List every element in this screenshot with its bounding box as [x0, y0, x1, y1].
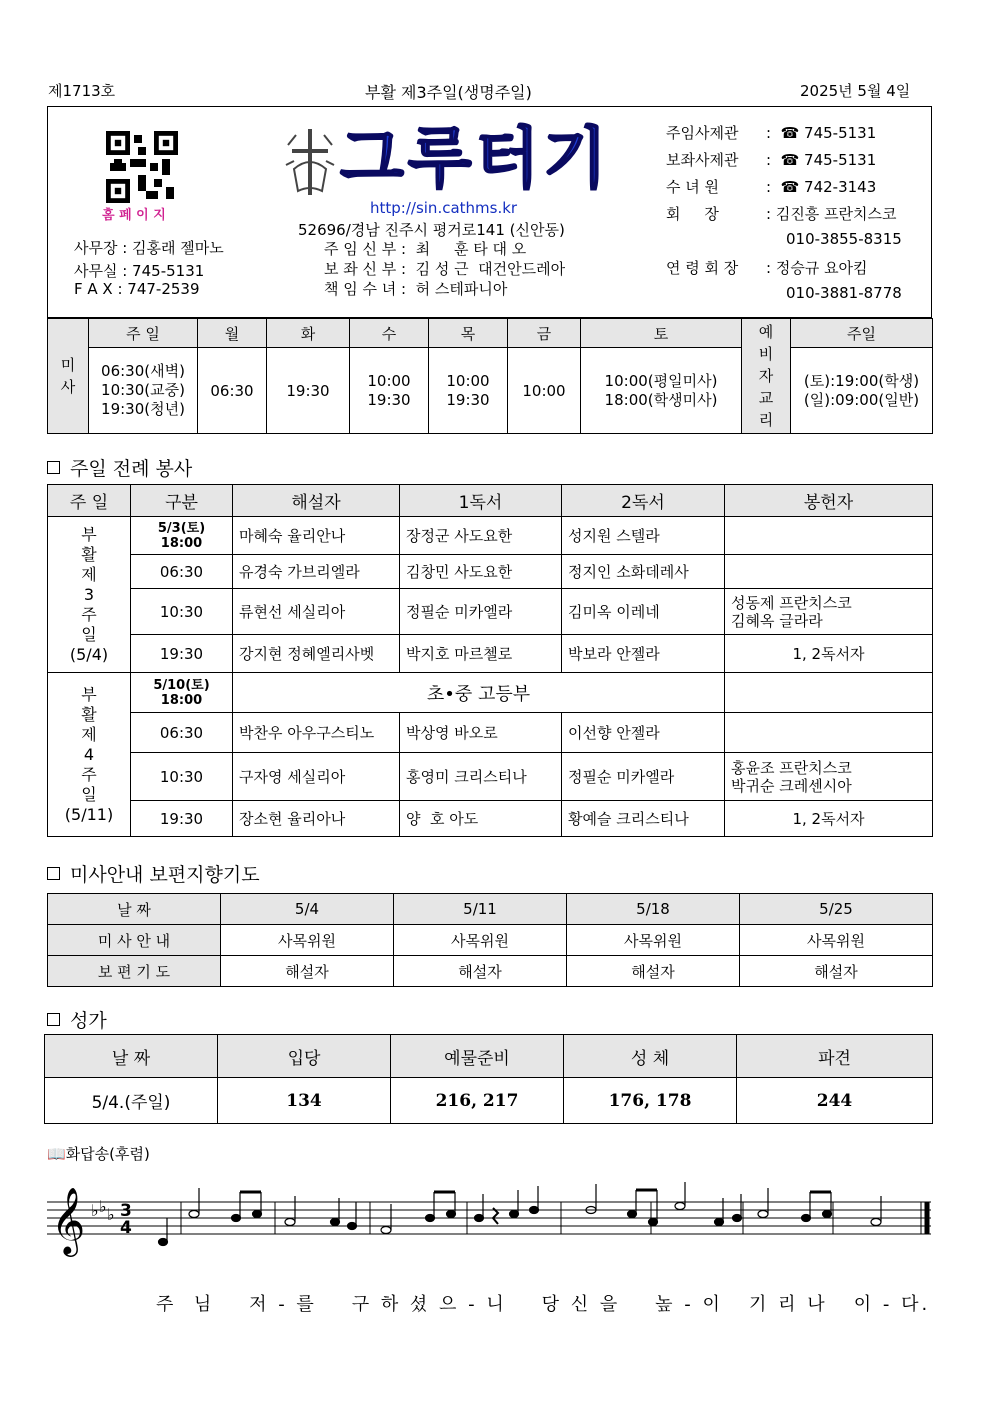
- cell: 사목위원: [394, 925, 567, 956]
- checkbox-icon: [47, 867, 60, 880]
- reader-1: 정필순 미카엘라: [400, 589, 562, 635]
- week-label: 부 활 제 3 주 일 (5/4): [48, 517, 131, 673]
- time-cell: 06:30: [131, 555, 233, 589]
- liturgy-table: [47, 484, 933, 837]
- commentator: 장소현 율리아나: [233, 801, 400, 837]
- stump-cross-logo-icon: [282, 125, 338, 197]
- col-header: 5/25: [740, 894, 933, 925]
- youth-mass-cell: 초•중 고등부: [233, 673, 725, 713]
- saturday-times: 10:00(평일미사) 18:00(학생미사): [581, 348, 742, 434]
- commentator: 류현선 세실리아: [233, 589, 400, 635]
- psalm-title: 📖화답송(후렴): [47, 1145, 150, 1163]
- newsletter-title: 그루터기: [340, 120, 612, 197]
- reader-1: 홍영미 크리스티나: [400, 753, 562, 801]
- cell: 사목위원: [221, 925, 394, 956]
- mass-schedule-table: [47, 318, 933, 434]
- sheet-music: [47, 1180, 937, 1280]
- row-label: 보 편 기 도: [48, 956, 221, 987]
- issue-number: 제1713호: [48, 82, 116, 100]
- contact-row: 보좌사제관 : ☎ 745-5131: [666, 151, 877, 169]
- cell: 216, 217: [391, 1078, 564, 1124]
- col-header: 파견: [737, 1035, 933, 1078]
- liturgy-section-title: 주일 전례 봉사: [47, 454, 192, 481]
- reader-1: 박지호 마르첼로: [400, 635, 562, 673]
- cell: 해설자: [221, 956, 394, 987]
- issue-date: 2025년 5월 4일: [800, 82, 911, 100]
- contact-row: 수 녀 원 : ☎ 742-3143: [666, 178, 877, 196]
- catechism-label: 예 비 자 교 리: [742, 319, 791, 434]
- table-row: [48, 925, 933, 956]
- hymns-table: [44, 1034, 933, 1124]
- time-cell: 19:30: [131, 801, 233, 837]
- treble-clef-icon: 𝄞: [51, 1186, 86, 1254]
- offerer: [725, 673, 933, 713]
- day-sunday: 주 일: [89, 319, 198, 348]
- col-header: 2독서: [562, 485, 725, 517]
- catechism-times: (토):19:00(학생) (일):09:00(일반): [791, 348, 933, 434]
- col-header: 5/11: [394, 894, 567, 925]
- offerer: 1, 2독서자: [725, 635, 933, 673]
- day-wednesday: 수: [350, 319, 429, 348]
- commentator: 구자영 세실리아: [233, 753, 400, 801]
- col-header: 1독서: [400, 485, 562, 517]
- cell: 해설자: [567, 956, 740, 987]
- mass-row-label: 미 사: [48, 319, 89, 434]
- col-header: 해설자: [233, 485, 400, 517]
- table-row: [48, 713, 933, 753]
- office-tel: 사무실 : 745-5131: [74, 262, 205, 280]
- psalm-lyrics: 주 님 저 - 를 구 하 셨 으 - 니 당 신 을 높 - 이 기 리 나 이 - 다.: [156, 1294, 931, 1315]
- cell: 해설자: [740, 956, 933, 987]
- time-cell: 10:30: [131, 753, 233, 801]
- col-header: 5/4: [221, 894, 394, 925]
- office-head: 사무장 : 김홍래 젤마노: [74, 239, 224, 257]
- day-friday: 금: [508, 319, 581, 348]
- offerer: [725, 517, 933, 555]
- time-sig-top: 3: [120, 1201, 132, 1221]
- time-cell: 10:30: [131, 589, 233, 635]
- contact-list: [666, 122, 931, 311]
- time-cell: 5/3(토) 18:00: [131, 517, 233, 555]
- checkbox-icon: [47, 1013, 60, 1026]
- reader-2: 이선향 안젤라: [562, 713, 725, 753]
- flat-icon: ♭: [99, 1197, 107, 1216]
- fax: F A X : 747-2539: [74, 280, 200, 298]
- col-header: 예물준비: [391, 1035, 564, 1078]
- qr-code-icon[interactable]: [106, 131, 178, 203]
- qr-label: 홈 페 이 지: [102, 208, 166, 223]
- cell: 해설자: [394, 956, 567, 987]
- table-row: [48, 673, 933, 713]
- table-row: [48, 517, 933, 555]
- contact-row: 010-3855-8315: [786, 230, 902, 248]
- col-header: 날 짜: [45, 1035, 218, 1078]
- day-saturday: 토: [581, 319, 742, 348]
- col-header: 봉헌자: [725, 485, 933, 517]
- reader-1: 장정군 사도요한: [400, 517, 562, 555]
- week-label: 부 활 제 4 주 일 (5/11): [48, 673, 131, 837]
- table-row: [48, 555, 933, 589]
- day-tuesday: 화: [267, 319, 350, 348]
- catechism-head: 주일: [791, 319, 933, 348]
- wednesday-times: 10:00 19:30: [350, 348, 429, 434]
- header-box: [47, 106, 932, 318]
- col-header: 주 일: [48, 485, 131, 517]
- time-sig-bottom: 4: [120, 1218, 132, 1238]
- offerer: [725, 555, 933, 589]
- table-row: [48, 956, 933, 987]
- tuesday-time: 19:30: [267, 348, 350, 434]
- contact-row: 주임사제관 : ☎ 745-5131: [666, 124, 877, 142]
- cell: 사목위원: [740, 925, 933, 956]
- reader-1: 박상영 바오로: [400, 713, 562, 753]
- website-link[interactable]: http://sin.cathms.kr: [370, 199, 518, 217]
- reader-2: 황예슬 크리스티나: [562, 801, 725, 837]
- offerer: 1, 2독서자: [725, 801, 933, 837]
- offerer: 홍윤조 프란치스코 박귀순 크레센시아: [725, 753, 933, 801]
- friday-time: 10:00: [508, 348, 581, 434]
- guide-table: [47, 893, 933, 987]
- col-header: 성 체: [564, 1035, 737, 1078]
- col-header: 구분: [131, 485, 233, 517]
- col-header: 입당: [218, 1035, 391, 1078]
- commentator: 마혜숙 율리안나: [233, 517, 400, 555]
- cell: 176, 178: [564, 1078, 737, 1124]
- cell: 244: [737, 1078, 933, 1124]
- reader-1: 양 호 아도: [400, 801, 562, 837]
- cell: 5/4.(주일): [45, 1078, 218, 1124]
- guide-section-title: 미사안내 보편지향기도: [47, 860, 260, 887]
- notes: [159, 1182, 882, 1246]
- offerer: 성동제 프란치스코 김혜옥 글라라: [725, 589, 933, 635]
- table-row: [48, 635, 933, 673]
- commentator: 박찬우 아우구스티노: [233, 713, 400, 753]
- reader-2: 김미옥 이레네: [562, 589, 725, 635]
- commentator: 유경숙 가브리엘라: [233, 555, 400, 589]
- sunday-times: 06:30(새벽) 10:30(교중) 19:30(청년): [89, 348, 198, 434]
- reader-2: 박보라 안젤라: [562, 635, 725, 673]
- time-cell: 5/10(토) 18:00: [131, 673, 233, 713]
- contact-row: 010-3881-8778: [786, 284, 902, 302]
- table-row: [48, 589, 933, 635]
- occasion-title: 부활 제3주일(생명주일): [365, 83, 532, 102]
- day-monday: 월: [198, 319, 267, 348]
- pastor: 주 임 신 부 : 최 훈 타 대 오: [324, 240, 527, 258]
- reader-2: 성지원 스텔라: [562, 517, 725, 555]
- commentator: 강지현 정혜엘리사벳: [233, 635, 400, 673]
- cell: 사목위원: [567, 925, 740, 956]
- time-cell: 06:30: [131, 713, 233, 753]
- contact-row: 회 장 : 김진흥 프란치스코: [666, 205, 897, 223]
- time-cell: 19:30: [131, 635, 233, 673]
- table-row: [48, 801, 933, 837]
- checkbox-icon: [47, 461, 60, 474]
- offerer: [725, 713, 933, 753]
- cell: 134: [218, 1078, 391, 1124]
- col-header: 날 짜: [48, 894, 221, 925]
- book-icon: 📖: [47, 1145, 66, 1163]
- hymns-section-title: 성가: [47, 1006, 107, 1033]
- reader-1: 김창민 사도요한: [400, 555, 562, 589]
- table-row: [45, 1078, 933, 1124]
- col-header: 5/18: [567, 894, 740, 925]
- day-thursday: 목: [429, 319, 508, 348]
- row-label: 미 사 안 내: [48, 925, 221, 956]
- assistant-pastor: 보 좌 신 부 : 김 성 근 대건안드레아: [324, 260, 566, 278]
- thursday-times: 10:00 19:30: [429, 348, 508, 434]
- flat-icon: ♭: [91, 1201, 99, 1220]
- sister: 책 임 수 녀 : 허 스테파니아: [324, 280, 508, 298]
- address: 52696/경남 진주시 평거로141 (신안동): [298, 221, 565, 239]
- table-row: [48, 753, 933, 801]
- reader-2: 정지인 소화데레사: [562, 555, 725, 589]
- reader-2: 정필순 미카엘라: [562, 753, 725, 801]
- contact-row: 연 령 회 장 : 정승규 요아킴: [666, 259, 868, 277]
- monday-time: 06:30: [198, 348, 267, 434]
- flat-icon: ♭: [107, 1205, 115, 1224]
